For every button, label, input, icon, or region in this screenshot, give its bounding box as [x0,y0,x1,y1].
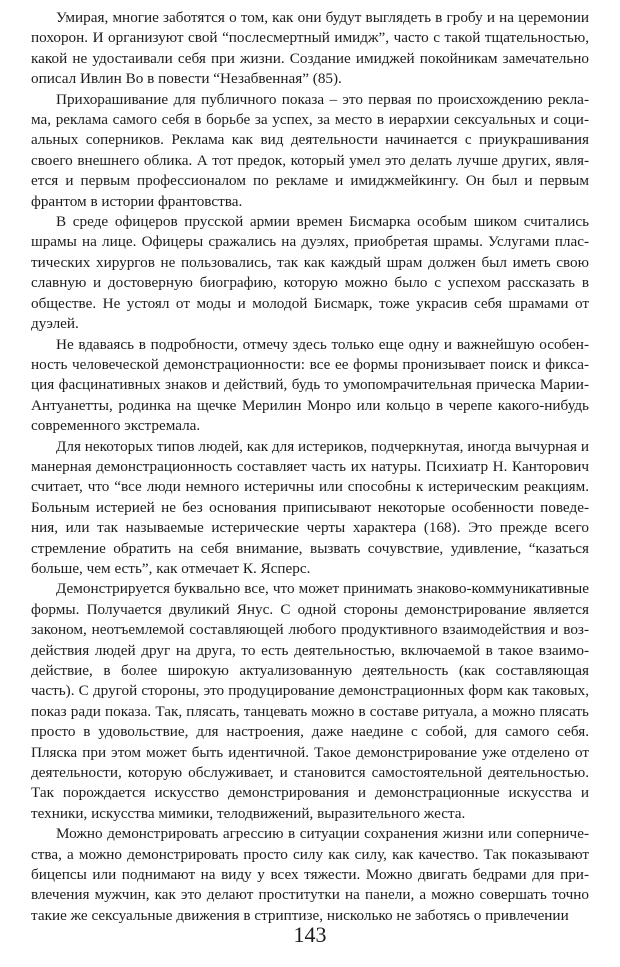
text-body [31,8,589,926]
page-number: 143 [293,922,327,947]
paragraph-1: Умирая, многие заботятся о том, как они будут выглядеть в гробу и на церемонии похорон. И организуют свой “послесмертный имидж”, часто с такой тщательностью, какой не удостаивали себя при жизни. Создание имиджей покойникам замечательно описал Ивлин Во в повести “Незабвенная” (85). [31,9,589,88]
paragraph-2: Прихорашивание для публичного показа – это первая по происхождению реклама, реклама самого себя в борьбе за успех, за место в иерархии сексуальных и социальных соперников. Реклама как вид деятельности начинается с приукрашивания своего внешнего облика. А тот предок, который умел это делать лучше других, является и первым профессионалом по рекламе и имиджмейкингу. Он был и первым франтом в истории франтовства. [31,90,589,210]
paragraph-4: Не вдаваясь в подробности, отмечу здесь только еще одну и важнейшую особенность человеческой демонстрационности: все ее формы пронизывает поиск и фиксация фасцинативных знаков и действий, будь то умопомрачительная прическа Марии-Антуанетты, родинка на щечке Мерилин Монро или кольцо в черепе какого-нибудь современного экстремала. [31,335,589,435]
paragraph-3: В среде офицеров прусской армии времен Бисмарка особым шиком считались шрамы на лице. Офицеры сражались на дуэлях, приобретая шрамы. Услугами пластических хирургов не пользовались, так как каждый шрам должен был иметь свою славную и достоверную биографию, которую можно было с успехом рассказать в обществе. Не устоял от моды и молодой Бисмарк, тоже украсив себя шрамами от дуэлей. [31,213,589,333]
paragraph-7: Можно демонстрировать агрессию в ситуации сохранения жизни или соперничества, а можно демонстрировать просто силу как силу, как качество. Так показывают бицепсы или поднимают на виду у всех тяжести. Можно двигать бедрами для привлечения мужчин, как это делают проститутки на панели, а можно совершать точно такие же сексуальные движения в стриптизе, нисколько не заботясь о привлечении [31,825,589,924]
paragraph-6: Демонстрируется буквально все, что может принимать знаково-коммуникативные формы. Получается двуликий Янус. С одной стороны демонстрирование является законом, неотъемлемой составляющей любого продуктивного взаимодействия и воздействия людей друг на друга, то есть деятельностью, включаемой в такое взаимодействие, в более широкую актуализованную деятельность (как составляющая часть). С другой стороны, это продуцирование демонстрационных форм как таковых, показ ради показа. Так, плясать, танцевать можно в составе ритуала, а можно плясать просто в удовольствие, для настроения, даже наедине с собой, для самого себя. Пляска при этом может быть идентичной. Такое демонстрирование уже отделено от деятельности, которую обслуживает, и становится самостоятельной деятельностью. Так порождается искусство демонстрирования и демонстрационные искусства и техники, искусства мимики, телодвижений, выразительного жеста. [31,580,589,822]
paragraph-5: Для некоторых типов людей, как для истериков, подчеркнутая, иногда вычурная и манерная демонстрационность составляет часть их натуры. Психиатр Н. Канторович считает, что “все люди немного истеричны или способны к истерическим реакциям. Больным истерией не без основания приписывают некоторые особенности поведения, или так называемые истерические черты характера (168). Это прежде всего стремление обратить на себя внимание, вызвать сочувствие, удивление, “казаться больше, чем есть”, как отмечает К. Ясперс. [31,437,589,577]
